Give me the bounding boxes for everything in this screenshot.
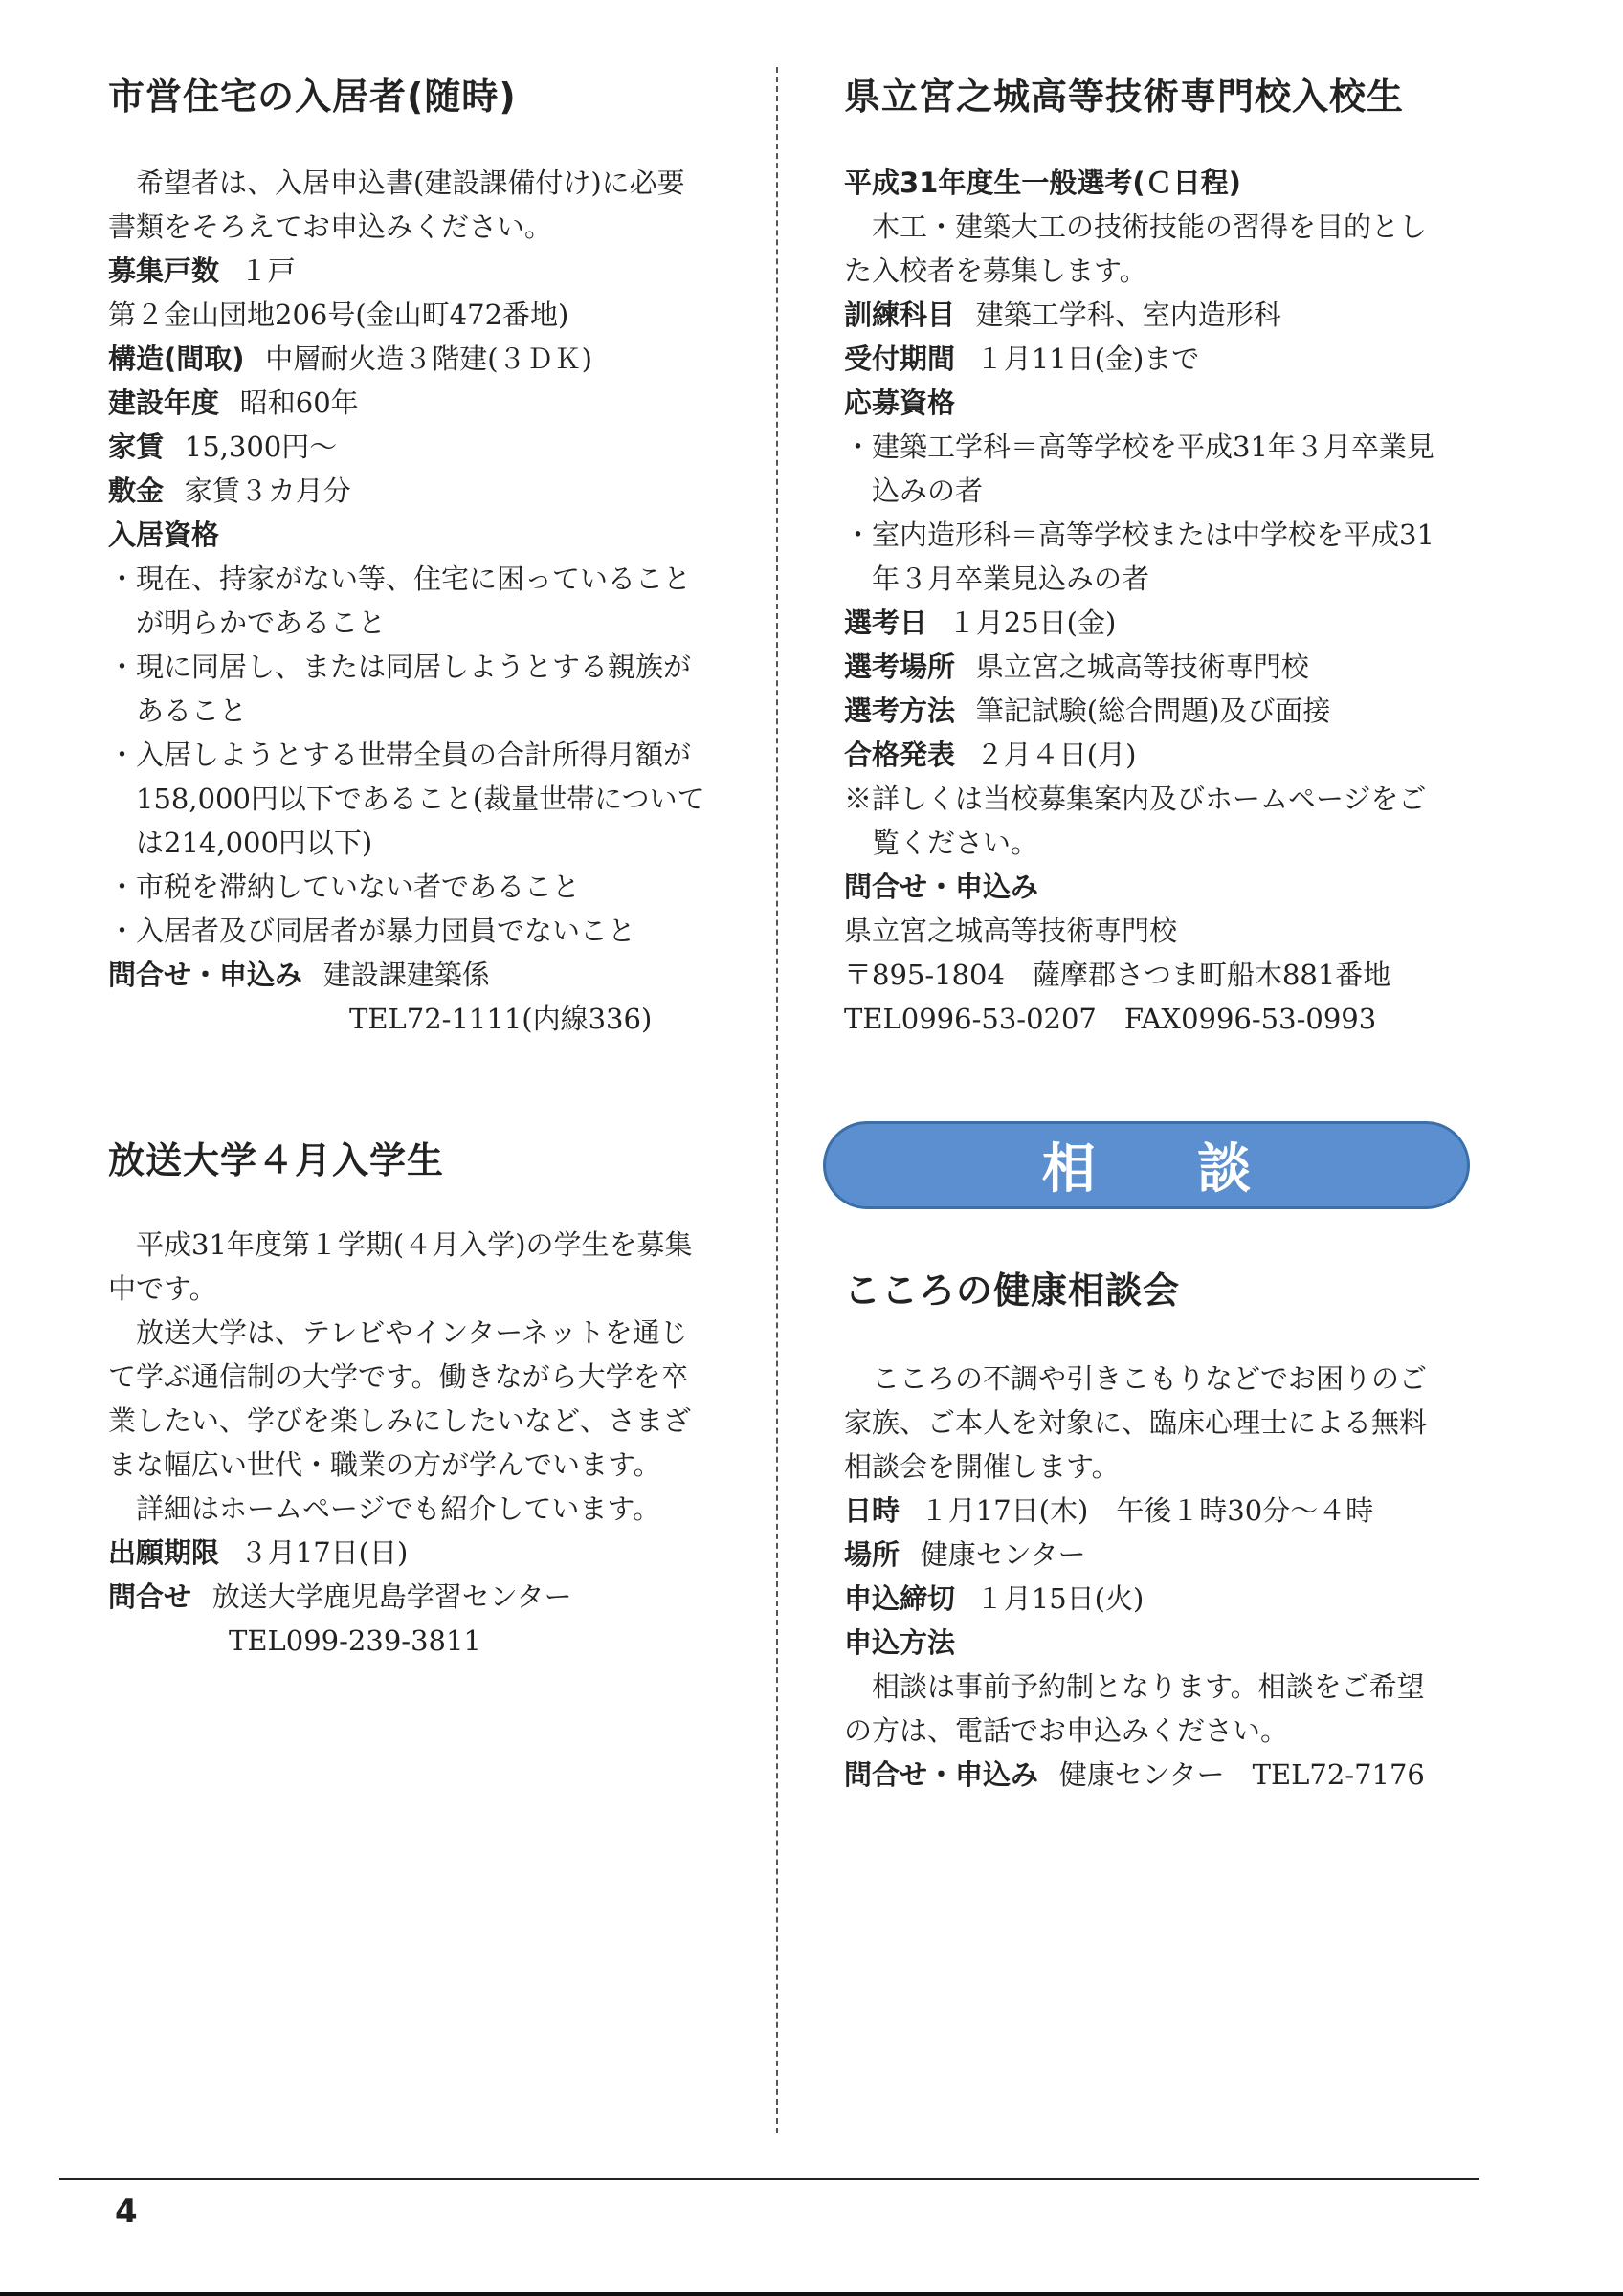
eligibility-item-cont: は214,000円以下) (136, 827, 373, 859)
result-label: 合格発表 (844, 739, 956, 771)
eligibility-label: 入居資格 (108, 519, 220, 551)
column-divider (776, 67, 778, 2133)
datetime-label: 日時 (844, 1494, 900, 1527)
page-number: 4 (115, 2193, 138, 2231)
health-deadline-row (844, 1577, 1476, 1621)
structure-value: 中層耐火造３階建(３ＤＫ) (265, 342, 592, 375)
health-intro-line: 家族、ご本人を対象に、臨床心理士による無料 (844, 1406, 1428, 1439)
exam-date-row (844, 601, 1476, 645)
housing-intro-line: 希望者は、入居申込書(建設課備付け)に必要 (108, 166, 685, 199)
school-contact-line: 〒895-1804 薩摩郡さつま町船木881番地 (844, 959, 1391, 991)
bottom-edge-rule (0, 2292, 1623, 2296)
deposit-value: 家賃３カ月分 (184, 475, 351, 507)
university-deadline-label: 出願期限 (108, 1536, 220, 1569)
location-line: 第２金山団地206号(金山町472番地) (108, 298, 569, 331)
university-body (108, 1223, 749, 1663)
method-line: 相談は事前予約制となります。相談をご希望 (844, 1670, 1425, 1703)
exam-place-row (844, 645, 1476, 689)
structure-row (108, 337, 749, 381)
eligibility-row (108, 513, 749, 557)
method-line: の方は、電話でお申込みください。 (844, 1714, 1289, 1747)
qual-row (844, 381, 1476, 425)
school-contact-line: TEL0996-53-0207 FAX0996-53-0993 (844, 1003, 1377, 1035)
built-value: 昭和60年 (239, 386, 359, 419)
exam-date-label: 選考日 (844, 607, 928, 639)
deposit-row (108, 469, 749, 513)
school-body (844, 161, 1476, 1041)
school-subtitle-row (844, 161, 1476, 205)
rent-label: 家賃 (108, 430, 165, 463)
built-label: 建設年度 (108, 386, 220, 419)
period-row (844, 337, 1476, 381)
eligibility-item: ・入居者及び同居者が暴力団員でないこと (108, 915, 636, 947)
course-row (844, 293, 1476, 337)
university-contact-tel: TEL099-239-3811 (229, 1624, 481, 1657)
datetime-row (844, 1489, 1476, 1533)
school-contact-line: 県立宮之城高等技術専門校 (844, 915, 1178, 947)
exam-method-value: 筆記試験(総合問題)及び面接 (975, 695, 1331, 727)
school-subtitle: 平成31年度生一般選考(Ｃ日程) (844, 166, 1241, 199)
university-paragraph-line: 詳細はホームページでも紹介しています。 (108, 1492, 661, 1525)
health-body (844, 1357, 1476, 1797)
qual-label: 応募資格 (844, 386, 956, 419)
built-row (108, 381, 749, 425)
university-paragraph-line: 業したい、学びを楽しみにしたいなど、さまざ (108, 1404, 692, 1437)
result-value: ２月４日(月) (975, 739, 1137, 771)
housing-contact-tel: TEL72-1111(内線336) (349, 1003, 653, 1035)
place-row (844, 1533, 1476, 1577)
eligibility-item: ・現に同居し、または同居しようとする親族が (108, 651, 692, 683)
university-paragraph-line: 平成31年度第１学期(４月入学)の学生を募集 (108, 1228, 693, 1261)
course-label: 訓練科目 (844, 298, 956, 331)
period-value: １月11日(金)まで (975, 342, 1200, 375)
consult-banner-text: 相談 (1041, 1138, 1353, 1201)
housing-intro-line: 書類をそろえてお申込みください。 (108, 210, 553, 243)
units-value: １戸 (239, 254, 296, 287)
rent-value: 15,300円～ (184, 430, 338, 463)
place-label: 場所 (844, 1538, 900, 1571)
eligibility-item: ・現在、持家がない等、住宅に困っていること (108, 563, 692, 595)
eligibility-item: ・市税を滞納していない者であること (108, 871, 581, 903)
deposit-label: 敷金 (108, 475, 165, 507)
school-contact-row (844, 865, 1476, 909)
university-paragraph-line: まな幅広い世代・職業の方が学んでいます。 (108, 1448, 661, 1481)
university-title: 放送大学４月入学生 (108, 1139, 445, 1181)
health-intro-line: 相談会を開催します。 (844, 1450, 1120, 1483)
health-intro-line: こころの不調や引きこもりなどでお困りのご (844, 1362, 1428, 1395)
health-contact-row (844, 1753, 1476, 1797)
university-deadline-value: ３月17日(日) (239, 1536, 409, 1569)
health-title: こころの健康相談会 (844, 1269, 1181, 1312)
university-contact-row (108, 1575, 749, 1619)
qual-item: ・建築工学科＝高等学校を平成31年３月卒業見 (844, 430, 1434, 463)
datetime-value: １月17日(木) 午後１時30分～４時 (920, 1494, 1374, 1527)
eligibility-item-cont: あること (136, 695, 248, 727)
housing-contact-row (108, 953, 749, 997)
footer-rule (59, 2178, 1479, 2180)
university-contact-value: 放送大学鹿児島学習センター (211, 1580, 572, 1613)
school-intro-line: た入校者を募集します。 (844, 254, 1147, 287)
eligibility-item-cont: 158,000円以下であること(裁量世帯について (136, 783, 705, 815)
health-contact-label: 問合せ・申込み (844, 1758, 1039, 1791)
eligibility-item-cont: が明らかであること (136, 607, 387, 639)
university-deadline-row (108, 1531, 749, 1575)
exam-method-row (844, 689, 1476, 733)
university-contact-label: 問合せ (108, 1580, 192, 1613)
course-value: 建築工学科、室内造形科 (975, 298, 1281, 331)
housing-contact-label: 問合せ・申込み (108, 959, 303, 991)
units-label: 募集戸数 (108, 254, 220, 287)
eligibility-item: ・入居しようとする世帯全員の合計所得月額が (108, 739, 692, 771)
school-intro-line: 木工・建築大工の技術技能の習得を目的とし (844, 210, 1428, 243)
method-row (844, 1621, 1476, 1665)
school-contact-label: 問合せ・申込み (844, 871, 1039, 903)
structure-label: 構造(間取) (108, 342, 245, 375)
exam-place-label: 選考場所 (844, 651, 956, 683)
housing-body (108, 161, 749, 1041)
qual-item: ・室内造形科＝高等学校または中学校を平成31 (844, 519, 1434, 551)
qual-item-cont: 年３月卒業見込みの者 (872, 563, 1150, 595)
university-paragraph-line: 放送大学は、テレビやインターネットを通じ (108, 1316, 688, 1349)
exam-date-value: １月25日(金) (947, 607, 1117, 639)
school-note: ※詳しくは当校募集案内及びホームページをご (844, 783, 1427, 815)
school-note-cont: 覧ください。 (872, 827, 1039, 859)
health-deadline-value: １月15日(火) (975, 1582, 1145, 1615)
consult-banner (823, 1121, 1470, 1209)
school-title: 県立宮之城高等技術専門校入校生 (844, 76, 1405, 118)
period-label: 受付期間 (844, 342, 956, 375)
exam-method-label: 選考方法 (844, 695, 956, 727)
university-paragraph-line: 中です。 (108, 1272, 217, 1305)
rent-row (108, 425, 749, 469)
result-row (844, 733, 1476, 777)
method-label: 申込方法 (844, 1626, 956, 1659)
housing-contact-value: 建設課建築係 (322, 959, 490, 991)
qual-item-cont: 込みの者 (872, 475, 984, 507)
place-value: 健康センター (920, 1538, 1086, 1571)
units-row (108, 249, 749, 293)
health-contact-value: 健康センター TEL72-7176 (1058, 1758, 1425, 1791)
health-deadline-label: 申込締切 (844, 1582, 956, 1615)
exam-place-value: 県立宮之城高等技術専門校 (975, 651, 1309, 683)
university-paragraph-line: て学ぶ通信制の大学です。働きながら大学を卒 (108, 1360, 689, 1393)
housing-title: 市営住宅の入居者(随時) (108, 76, 517, 118)
